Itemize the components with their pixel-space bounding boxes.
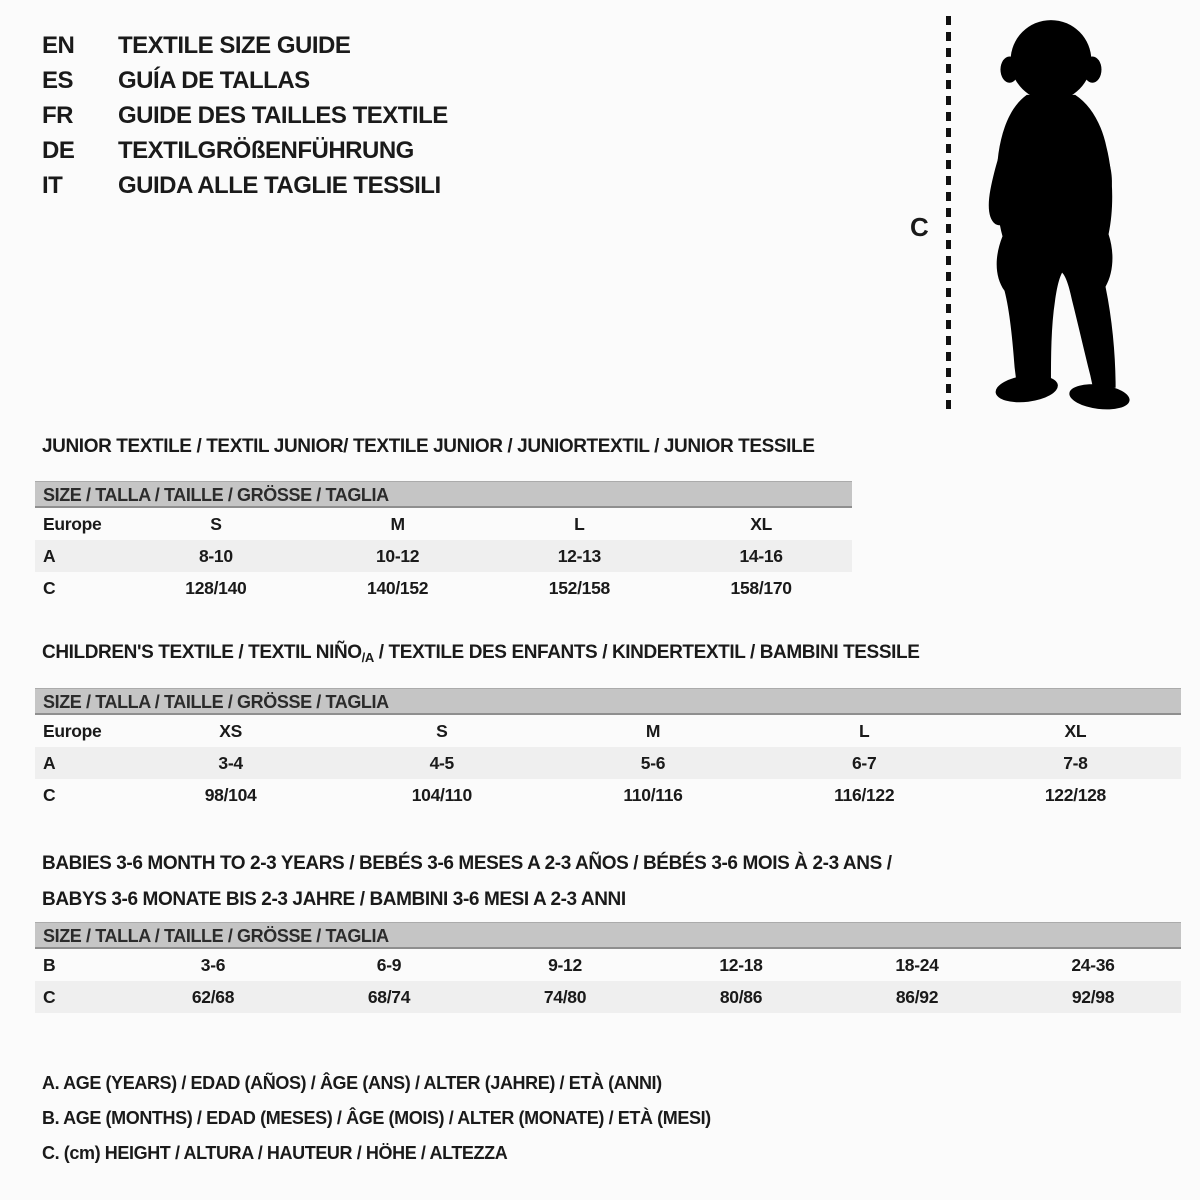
row-label: A <box>43 753 56 773</box>
row-label: C <box>43 987 56 1007</box>
lang-code: IT <box>42 171 63 199</box>
table-cell: 98/104 <box>204 785 257 805</box>
children-section-title <box>42 642 919 665</box>
table-cell: 116/122 <box>834 785 895 805</box>
babies-section-title <box>42 846 892 918</box>
table-cell: 128/140 <box>185 578 247 598</box>
table-cell: 74/80 <box>543 987 587 1007</box>
table-cell: 104/110 <box>411 785 472 805</box>
children-title-part2: / TEXTILE DES ENFANTS / KINDERTEXTIL / BAMBINI TESSILE <box>373 642 920 663</box>
table-cell: S <box>436 721 448 741</box>
table-cell: 9-12 <box>548 955 582 975</box>
table-cell: 18-24 <box>895 955 939 975</box>
row-label: B <box>43 955 56 975</box>
table-row-europe <box>35 715 1181 747</box>
table-cell: 158/170 <box>730 578 792 598</box>
table-cell: 86/92 <box>895 987 939 1007</box>
table-cell: 110/116 <box>623 785 683 805</box>
lang-code: DE <box>42 136 75 164</box>
table-row-europe <box>35 508 852 540</box>
row-label: A <box>43 546 56 566</box>
table-cell: 5-6 <box>640 753 666 773</box>
note-b: B. AGE (MONTHS) / EDAD (MESES) / ÂGE (MOIS) / ALTER (MONATE) / ETÀ (MESI) <box>42 1108 711 1128</box>
legend-notes <box>42 1066 711 1171</box>
babies-size-table <box>35 922 1181 1013</box>
table-row-height <box>35 779 1181 811</box>
baby-silhouette <box>962 12 1144 416</box>
table-cell: XL <box>1064 721 1087 741</box>
babies-title-line2: BABYS 3-6 MONATE BIS 2-3 JAHRE / BAMBINI 3-6 MESI A 2-3 ANNI <box>42 889 626 910</box>
table-cell: 6-7 <box>852 753 877 773</box>
lang-row-de <box>42 133 448 168</box>
table-cell: 4-5 <box>429 753 454 773</box>
guide-title: GUIDE DES TAILLES TEXTILE <box>118 101 448 129</box>
guide-title: TEXTILGRÖßENFÜHRUNG <box>118 136 414 164</box>
children-title-sub: /A <box>361 650 374 665</box>
table-cell: M <box>645 721 661 741</box>
language-title-list <box>42 28 448 203</box>
size-header-bar: SIZE / TALLA / TAILLE / GRÖSSE / TAGLIA <box>35 481 852 508</box>
lang-row-es <box>42 63 448 98</box>
lang-code: ES <box>42 66 74 94</box>
table-row-age <box>35 540 852 572</box>
lang-code: FR <box>42 101 73 129</box>
table-cell: M <box>390 514 405 534</box>
children-title-part1: CHILDREN'S TEXTILE / TEXTIL NIÑO <box>42 642 362 663</box>
children-size-table <box>35 688 1181 811</box>
row-label: Europe <box>43 721 102 741</box>
table-cell: 80/86 <box>719 987 763 1007</box>
table-cell: 3-6 <box>200 955 226 975</box>
table-cell: L <box>859 721 870 741</box>
table-row-height <box>35 572 852 604</box>
note-a: A. AGE (YEARS) / EDAD (AÑOS) / ÂGE (ANS) / ALTER (JAHRE) / ETÀ (ANNI) <box>42 1073 662 1093</box>
table-cell: 10-12 <box>375 546 420 566</box>
table-cell: S <box>210 514 222 534</box>
lang-code: EN <box>42 31 75 59</box>
guide-title: TEXTILE SIZE GUIDE <box>118 31 351 59</box>
guide-title: GUIDA ALLE TAGLIE TESSILI <box>118 171 441 199</box>
junior-size-table <box>35 481 852 604</box>
table-cell: 14-16 <box>739 546 783 566</box>
table-row-age <box>35 747 1181 779</box>
table-cell: 92/98 <box>1071 987 1115 1007</box>
row-label: Europe <box>43 514 102 534</box>
junior-section-title: JUNIOR TEXTILE / TEXTIL JUNIOR/ TEXTILE JUNIOR / JUNIORTEXTIL / JUNIOR TESSILE <box>42 436 815 457</box>
table-cell: XS <box>219 721 242 741</box>
size-header-bar: SIZE / TALLA / TAILLE / GRÖSSE / TAGLIA <box>35 688 1181 715</box>
table-cell: 8-10 <box>198 546 233 566</box>
row-label: C <box>43 785 56 805</box>
lang-row-en <box>42 28 448 63</box>
table-cell: 152/158 <box>548 578 610 598</box>
table-cell: XL <box>750 514 772 534</box>
row-label: C <box>43 578 56 598</box>
table-cell: 24-36 <box>1071 955 1115 975</box>
height-measure-label: C <box>910 212 929 242</box>
size-header-bar: SIZE / TALLA / TAILLE / GRÖSSE / TAGLIA <box>35 922 1181 949</box>
table-row-height <box>35 981 1181 1013</box>
note-c: C. (cm) HEIGHT / ALTURA / HAUTEUR / HÖHE / ALTEZZA <box>42 1143 508 1163</box>
babies-title-line1: BABIES 3-6 MONTH TO 2-3 YEARS / BEBÉS 3-6 MESES A 2-3 AÑOS / BÉBÉS 3-6 MOIS À 2-3 ANS / <box>42 853 892 874</box>
lang-row-fr <box>42 98 448 133</box>
table-cell: 122/128 <box>1044 785 1106 805</box>
lang-row-it <box>42 168 448 203</box>
guide-title: GUÍA DE TALLAS <box>118 66 310 94</box>
table-cell: 3-4 <box>218 753 243 773</box>
height-measure-dashed-line <box>946 16 951 416</box>
table-cell: L <box>574 514 585 534</box>
table-cell: 68/74 <box>367 987 411 1007</box>
table-cell: 6-9 <box>376 955 402 975</box>
table-row-age-months <box>35 949 1181 981</box>
table-cell: 62/68 <box>191 987 235 1007</box>
table-cell: 140/152 <box>367 578 429 598</box>
table-cell: 7-8 <box>1063 753 1088 773</box>
table-cell: 12-18 <box>719 955 763 975</box>
table-cell: 12-13 <box>557 546 601 566</box>
